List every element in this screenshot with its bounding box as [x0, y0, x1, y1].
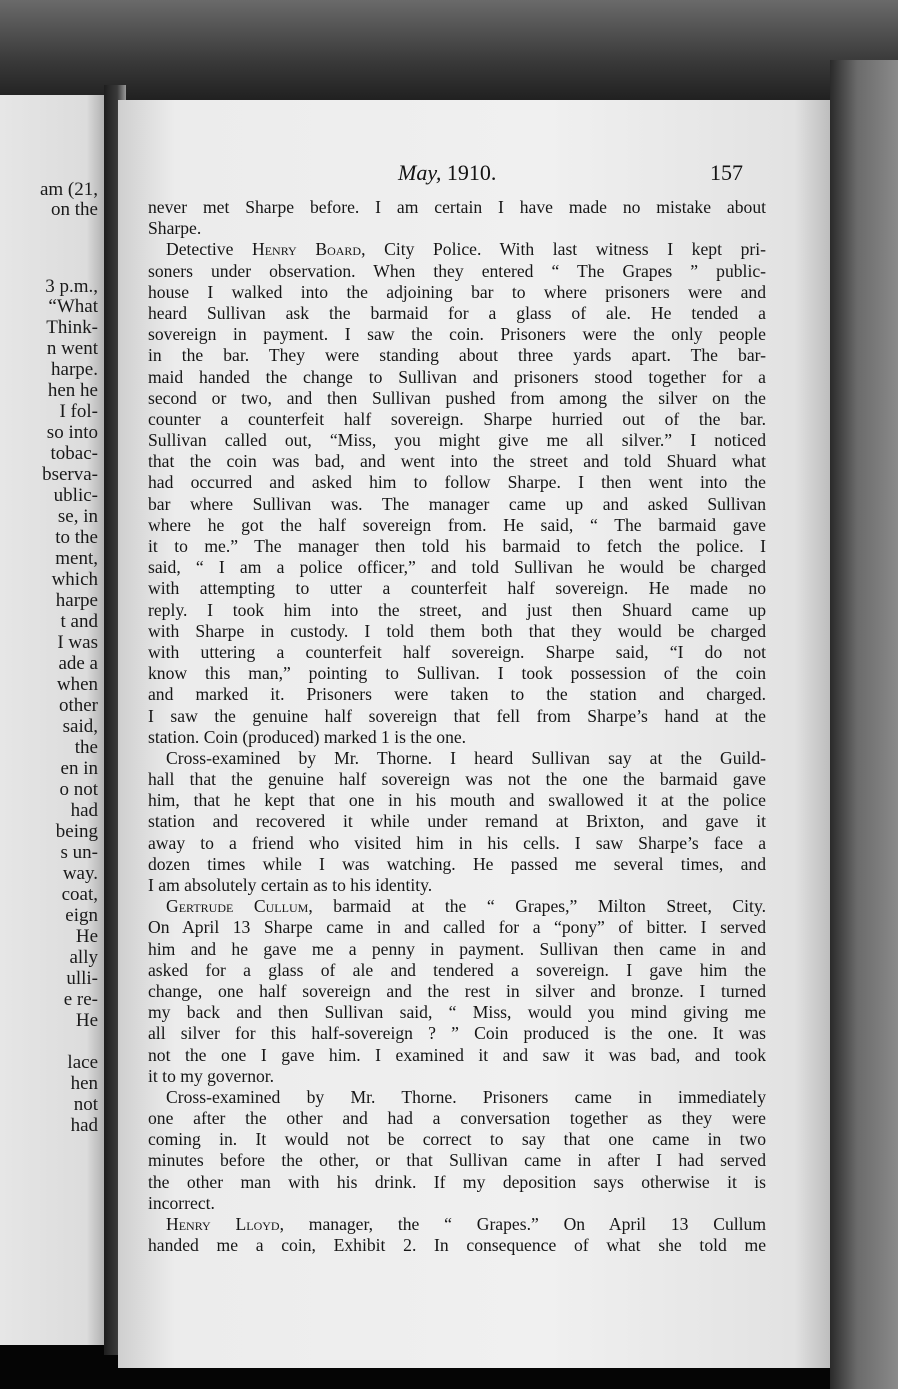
running-head-date — [398, 160, 496, 186]
text-line-content: minutes before the other, or that Sullivan came in after I had served — [148, 1150, 766, 1171]
text-line — [148, 1087, 766, 1108]
text-line-content: one after the other and had a conversation together as they were — [148, 1108, 766, 1129]
witness-name: Henry Lloyd — [166, 1214, 280, 1234]
facing-page-line: when — [56, 674, 98, 695]
text-line — [148, 1066, 766, 1087]
facing-page-line: said, — [62, 716, 98, 737]
text-line — [148, 854, 766, 875]
text-line — [148, 324, 766, 345]
witness-name: Henry Board — [252, 239, 362, 260]
text-line-content: never met Sharpe before. I am certain I have made no mistake about — [148, 197, 766, 217]
facing-page-line: se, in — [57, 506, 98, 527]
facing-page-line: harpe. — [51, 359, 98, 380]
text-line — [148, 1172, 766, 1193]
facing-page-line: ublic- — [53, 485, 98, 506]
text-line-content: station. Coin (produced) marked 1 is the one. — [148, 726, 467, 747]
text-line — [148, 811, 766, 832]
facing-page-line: en in — [60, 758, 98, 779]
text-line — [148, 1129, 766, 1150]
facing-page-line: coat, — [61, 884, 98, 905]
facing-page-line: being — [55, 821, 98, 842]
facing-page-line: not — [73, 1094, 98, 1115]
text-line-content: heard Sullivan ask the barmaid for a glass of ale. He tended a — [148, 302, 766, 323]
text-line-content: him, that he kept that one in his mouth and swallowed it at the police — [148, 790, 766, 811]
text-line-content: incorrect. — [148, 1192, 215, 1213]
text-line — [148, 706, 766, 727]
text-line — [148, 1108, 766, 1129]
text-line-content: not the one I gave him. I examined it and saw it was bad, and took — [148, 1044, 766, 1065]
text-line-content: hall that the genuine half sovereign was not the one the barmaid gave — [148, 769, 766, 790]
text-line — [148, 409, 766, 430]
text-line — [148, 960, 766, 981]
text-line-content: I saw the genuine half sovereign that fell from Sharpe’s hand at the — [148, 705, 766, 726]
text-line — [148, 282, 766, 303]
text-line — [148, 981, 766, 1002]
text-line-content: with Sharpe in custody. I told them both that they would be charged — [148, 620, 766, 641]
text-line — [148, 239, 766, 260]
text-line-content: maid handed the change to Sullivan and prisoners stood together for a — [148, 366, 766, 387]
text-line-content: station and recovered it while under remand at Brixton, and gave it — [148, 811, 766, 832]
text-line-content: counter a counterfeit half sovereign. Sharpe hurried out of the bar. — [148, 408, 766, 429]
facing-page-line: had — [70, 800, 98, 821]
text-line — [148, 663, 766, 684]
text-line-content: , barmaid at the “ Grapes,” Milton Street, City. — [308, 896, 766, 917]
facing-page-line: I fol- — [59, 401, 98, 422]
text-line — [148, 536, 766, 557]
text-line-content: in the bar. They were standing about three yards apart. The bar- — [148, 345, 766, 366]
text-line — [148, 1235, 766, 1256]
facing-page-line: am (21, — [39, 179, 98, 200]
facing-page-line: ally — [69, 947, 98, 968]
text-line-content: handed me a coin, Exhibit 2. In consequence of what she told me — [148, 1235, 766, 1256]
facing-page-line: e re- — [63, 989, 98, 1010]
facing-page-line: ade a — [58, 653, 98, 674]
text-line — [148, 1045, 766, 1066]
text-line — [148, 727, 766, 748]
text-line-content: Sullivan called out, “Miss, you might give me all silver.” I noticed — [148, 430, 766, 451]
facing-page-line: t and — [60, 611, 98, 632]
facing-page-line: ment, — [55, 548, 98, 569]
text-line — [148, 1023, 766, 1044]
text-line — [148, 345, 766, 366]
facing-page-line: other — [58, 695, 98, 716]
text-line — [148, 769, 766, 790]
text-line — [148, 790, 766, 811]
text-line — [148, 748, 766, 769]
text-line — [148, 515, 766, 536]
facing-page-line: o not — [59, 779, 98, 800]
running-head — [118, 160, 830, 190]
facing-page-line: hen — [70, 1073, 98, 1094]
facing-page-line: “What — [48, 296, 98, 317]
text-line — [148, 600, 766, 621]
facing-page-line: n went — [46, 338, 98, 359]
text-line — [148, 621, 766, 642]
text-line-content: all silver for this half-sovereign ? ” Coin produced is the one. It was — [148, 1023, 766, 1044]
facing-page-line: so into — [46, 422, 98, 443]
text-line-content: sovereign in payment. I saw the coin. Prisoners were the only people — [148, 324, 766, 345]
text-line — [148, 494, 766, 515]
text-line — [148, 557, 766, 578]
text-line — [148, 197, 766, 218]
text-line — [148, 451, 766, 472]
running-head-year: 1910. — [446, 160, 497, 185]
text-line-content: where he got the half sovereign from. He said, “ The barmaid gave — [148, 514, 766, 535]
text-line — [148, 218, 766, 239]
scan-background-right — [830, 60, 898, 1389]
text-line-content: it to me.” The manager then told his barmaid to fetch the police. I — [148, 536, 766, 556]
text-line-content: with uttering a counterfeit half sovereign. Sharpe said, “I do not — [148, 641, 766, 662]
facing-page-line: 3 p.m., — [45, 276, 98, 297]
page-number: 157 — [710, 160, 743, 185]
text-line-content: dozen times while I was watching. He passed me several times, and — [148, 853, 766, 874]
text-line — [148, 917, 766, 938]
text-line-content: change, one half sovereign and the rest in silver and bronze. I turned — [148, 980, 766, 1001]
facing-page-line: had — [70, 1115, 98, 1136]
facing-page-line: harpe — [55, 590, 98, 611]
text-line-content: the other man with his drink. If my deposition says otherwise it is — [148, 1171, 766, 1192]
facing-page-line: the — [74, 737, 98, 758]
book-page — [118, 100, 830, 1368]
text-line — [148, 1150, 766, 1171]
text-line-content: bar where Sullivan was. The manager came up and asked Sullivan — [148, 493, 766, 514]
text-line-content: with attempting to utter a counterfeit half sovereign. He made no — [148, 578, 766, 599]
facing-page-line: He — [75, 1010, 98, 1031]
facing-page-line: Think- — [46, 317, 98, 338]
facing-page-line: on the — [51, 199, 98, 220]
text-line — [148, 684, 766, 705]
text-line — [148, 1002, 766, 1023]
page-body-text — [148, 197, 766, 1256]
facing-page-line: to the — [55, 527, 98, 548]
text-line-content: house I walked into the adjoining bar to where prisoners were and — [148, 281, 766, 302]
text-line — [148, 303, 766, 324]
text-line — [148, 875, 766, 896]
text-line-content: and marked it. Prisoners were taken to the station and charged. — [148, 684, 766, 705]
text-line-content: him and he gave me a penny in payment. Sullivan then came in and — [148, 938, 766, 959]
text-line-content: coming in. It would not be correct to say that one came in two — [148, 1129, 766, 1150]
text-line-lead: Detective — [166, 239, 253, 260]
facing-page-line: eign — [65, 905, 98, 926]
text-line-content: soners under observation. When they entered “ The Grapes ” public- — [148, 260, 766, 281]
text-line — [148, 939, 766, 960]
text-line-content: Cross-examined by Mr. Thorne. I heard Sullivan say at the Guild- — [166, 747, 766, 768]
text-line-content: away to a friend who visited him in his cells. I saw Sharpe’s face a — [148, 832, 766, 853]
text-line-content: my back and then Sullivan said, “ Miss, would you mind giving me — [148, 1002, 766, 1023]
text-line-content: Sharpe. — [148, 218, 202, 239]
text-line-content: On April 13 Sharpe came in and called for a “pony” of bitter. I served — [148, 917, 766, 938]
facing-page-line: lace — [67, 1052, 98, 1073]
text-line — [148, 388, 766, 409]
text-line — [148, 896, 766, 917]
text-line-content: said, “ I am a police officer,” and told Sullivan he would be charged — [148, 557, 766, 578]
text-line — [148, 833, 766, 854]
text-line — [148, 261, 766, 282]
facing-page-line: hen he — [47, 380, 98, 401]
text-line — [148, 578, 766, 599]
text-line-content: that the coin was bad, and went into the street and told Shuard what — [148, 451, 766, 472]
text-line-content: it to my governor. — [148, 1065, 275, 1086]
text-line-content: reply. I took him into the street, and just then Shuard came up — [148, 599, 766, 620]
text-line-content: had occurred and asked him to follow Sharpe. I then went into the — [148, 472, 766, 493]
facing-page-line: tobac- — [50, 443, 98, 464]
running-head-month: May, — [398, 160, 442, 185]
text-line — [148, 430, 766, 451]
text-line-content: asked for a glass of ale and tendered a sovereign. I gave him the — [148, 959, 766, 980]
facing-page-line: which — [51, 569, 98, 590]
witness-name: Gertrude Cullum — [166, 896, 309, 917]
text-line-content: , manager, the “ Grapes.” On April 13 Cullum — [279, 1214, 766, 1234]
facing-page-line: s un- — [60, 842, 98, 863]
facing-page-line: way. — [62, 863, 98, 884]
scan-background-top — [0, 0, 898, 110]
text-line — [148, 1214, 766, 1235]
text-line — [148, 367, 766, 388]
text-line-content: know this man,” pointing to Sullivan. I took possession of the coin — [148, 663, 766, 684]
text-line — [148, 642, 766, 663]
facing-page-line: bserva- — [42, 464, 98, 485]
text-line-content: Cross-examined by Mr. Thorne. Prisoners came in immediately — [166, 1086, 766, 1107]
text-line-content: , City Police. With last witness I kept pri- — [361, 239, 766, 260]
facing-page-fragment — [0, 95, 108, 1345]
facing-page-line: ulli- — [66, 968, 98, 989]
text-line — [148, 472, 766, 493]
text-line-content: second or two, and then Sullivan pushed from among the silver on the — [148, 387, 766, 408]
facing-page-line: He — [75, 926, 98, 947]
facing-page-line: I was — [57, 632, 98, 653]
text-line-content: I am absolutely certain as to his identity. — [148, 875, 433, 895]
text-line — [148, 1193, 766, 1214]
